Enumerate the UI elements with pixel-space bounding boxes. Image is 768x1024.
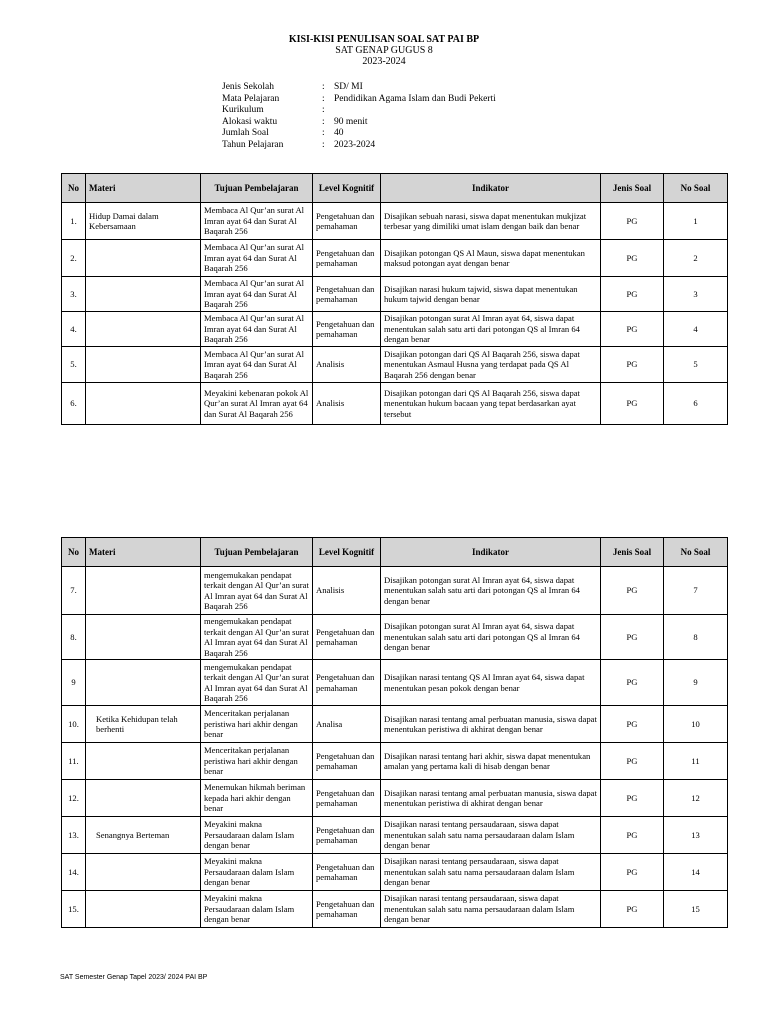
table-cell-tujuan: mengemukakan pendapat terkait dengan Al Qur’an surat Al Imran ayat 64 dan Surat Al Baqarah 256 [201,615,313,660]
table-cell-indikator: Disajikan potongan surat Al Imran ayat 64, siswa dapat menentukan salah satu arti dari potongan QS al Imran 64 dengan benar [381,567,601,615]
table-row [62,743,728,780]
table-row [62,854,728,891]
table-cell-jenis: PG [601,706,664,743]
table-cell-tujuan: Meyakini kebenaran pokok Al Qur’an surat Al Imran ayat 64 dan Surat Al Baqarah 256 [201,383,313,425]
header-jenis: Jenis Soal [601,538,664,567]
table-cell-jenis: PG [601,383,664,425]
table-cell-tujuan: Menceritakan perjalanan peristiwa hari akhir dengan benar [201,706,313,743]
table-row [62,347,728,383]
table-cell-nosoal: 6 [664,383,728,425]
table-cell-jenis: PG [601,743,664,780]
table-cell-tujuan: Meyakini makna Persaudaraan dalam Islam dengan benar [201,854,313,891]
kisi-table-2 [61,537,728,928]
table-cell-nosoal: 15 [664,891,728,928]
table-row [62,891,728,928]
table-cell-tujuan: mengemukakan pendapat terkait dengan Al Qur’an surat Al Imran ayat 64 dan Surat Al Baqarah 256 [201,660,313,706]
table-cell-jenis: PG [601,347,664,383]
info-colon: : [322,139,325,150]
table-cell-no: 13. [62,817,86,854]
table-cell-no: 8. [62,615,86,660]
table-row [62,615,728,660]
table-cell-no: 1. [62,203,86,240]
header-nosoal: No Soal [664,174,728,203]
table-cell-level: Pengetahuan dan pemahaman [313,817,381,854]
table-cell-no: 7. [62,567,86,615]
table-cell-materi [86,347,201,383]
info-label: Mata Pelajaran [222,93,280,104]
table-cell-indikator: Disajikan narasi tentang QS Al Imran ayat 64, siswa dapat menentukan pesan pokok dengan benar [381,660,601,706]
table-cell-materi [86,743,201,780]
table-cell-no: 6. [62,383,86,425]
info-value: SD/ MI [334,82,363,92]
table-cell-materi: Ketika Kehidupan telah berhenti [86,706,201,743]
table-cell-no: 11. [62,743,86,780]
table-cell-indikator: Disajikan narasi tentang amal perbuatan manusia, siswa dapat menentukan peristiwa di akhirat dengan benar [381,706,601,743]
table-cell-jenis: PG [601,567,664,615]
table-row [62,203,728,240]
table-cell-nosoal: 2 [664,240,728,277]
header-materi: Materi [86,538,201,567]
info-label: Alokasi waktu [222,116,278,127]
info-row [222,94,496,106]
table-cell-no: 12. [62,780,86,817]
table-cell-nosoal: 10 [664,706,728,743]
table-cell-jenis: PG [601,817,664,854]
header-tujuan: Tujuan Pembelajaran [201,538,313,567]
table-cell-tujuan: mengemukakan pendapat terkait dengan Al Qur’an surat Al Imran ayat 64 dan Surat Al Baqarah 256 [201,567,313,615]
info-value: 90 menit [334,116,368,127]
info-value: Pendidikan Agama Islam dan Budi Pekerti [334,93,496,104]
document-title: KISI-KISI PENULISAN SOAL SAT PAI BP [288,34,480,45]
table-cell-level: Pengetahuan dan pemahaman [313,312,381,347]
header-no: No [62,174,86,203]
table-cell-nosoal: 3 [664,277,728,312]
info-colon: : [322,93,325,104]
table-row [62,277,728,312]
table-cell-indikator: Disajikan narasi tentang persaudaraan, siswa dapat menentukan salah satu nama persaudaraan dalam Islam dengan benar [381,817,601,854]
table-row [62,706,728,743]
table-cell-materi [86,312,201,347]
document-subtitle: SAT GENAP GUGUS 8 [335,45,433,56]
table-row [62,567,728,615]
table-cell-indikator: Disajikan potongan QS Al Maun, siswa dapat menentukan maksud potongan ayat dengan benar [381,240,601,277]
table-cell-level: Analisis [313,567,381,615]
kisi-table-1 [61,173,728,425]
table-row [62,240,728,277]
table-cell-no: 14. [62,854,86,891]
table-cell-level: Analisis [313,383,381,425]
table-cell-level: Pengetahuan dan pemahaman [313,277,381,312]
table-cell-materi [86,240,201,277]
table-header-row [62,174,728,203]
table-2-body [62,567,728,928]
table-cell-tujuan: Menceritakan perjalanan peristiwa hari akhir dengan benar [201,743,313,780]
table-cell-materi: Senangnya Berteman [86,817,201,854]
table-cell-jenis: PG [601,660,664,706]
table-cell-materi [86,277,201,312]
table-cell-indikator: Disajikan narasi tentang persaudaraan, siswa dapat menentukan salah satu nama persaudaraan dalam Islam dengan benar [381,891,601,928]
table-cell-nosoal: 5 [664,347,728,383]
header-materi: Materi [86,174,201,203]
table-cell-jenis: PG [601,312,664,347]
table-cell-materi [86,660,201,706]
table-cell-jenis: PG [601,240,664,277]
table-cell-indikator: Disajikan potongan dari QS Al Baqarah 256, siswa dapat menentukan Asmaul Husna yang terdapat pada QS Al Baqarah 256 dengan benar [381,347,601,383]
info-label: Tahun Pelajaran [222,139,284,150]
table-cell-jenis: PG [601,203,664,240]
table-cell-jenis: PG [601,891,664,928]
document-year: 2023-2024 [362,56,406,67]
table-cell-no: 2. [62,240,86,277]
table-cell-no: 3. [62,277,86,312]
table-cell-tujuan: Meyakini makna Persaudaraan dalam Islam dengan benar [201,891,313,928]
table-cell-nosoal: 7 [664,567,728,615]
header-level: Level Kognitif [313,538,381,567]
table-cell-indikator: Disajikan narasi tentang hari akhir, siswa dapat menentukan amalan yang pertama kali di hisab dengan benar [381,743,601,780]
table-1-body [62,203,728,425]
table-cell-tujuan: Membaca Al Qur’an surat Al Imran ayat 64 dan Surat Al Baqarah 256 [201,277,313,312]
table-cell-nosoal: 13 [664,817,728,854]
table-row [62,312,728,347]
table-cell-level: Pengetahuan dan pemahaman [313,240,381,277]
table-cell-indikator: Disajikan potongan surat Al Imran ayat 64, siswa dapat menentukan salah satu arti dari potongan QS al Imran 64 dengan benar [381,312,601,347]
table-cell-no: 4. [62,312,86,347]
table-cell-materi [86,891,201,928]
info-row [222,82,496,94]
table-cell-materi: Hidup Damai dalam Kebersamaan [86,203,201,240]
table-cell-jenis: PG [601,615,664,660]
table-cell-indikator: Disajikan potongan dari QS Al Baqarah 256, siswa dapat menentukan hukum bacaan yang tepat berdasarkan ayat tersebut [381,383,601,425]
table-cell-materi [86,854,201,891]
table-row [62,383,728,425]
table-cell-level: Pengetahuan dan pemahaman [313,891,381,928]
header-indikator: Indikator [381,538,601,567]
table-cell-tujuan: Membaca Al Qur’an surat Al Imran ayat 64 dan Surat Al Baqarah 256 [201,312,313,347]
table-cell-no: 15. [62,891,86,928]
header-tujuan: Tujuan Pembelajaran [201,174,313,203]
table-cell-materi [86,615,201,660]
table-cell-indikator: Disajikan narasi tentang persaudaraan, siswa dapat menentukan salah satu nama persaudaraan dalam Islam dengan benar [381,854,601,891]
info-label: Kurikulum [222,105,264,115]
table-cell-level: Pengetahuan dan pemahaman [313,615,381,660]
header-indikator: Indikator [381,174,601,203]
table-row [62,660,728,706]
table-cell-level: Pengetahuan dan pemahaman [313,780,381,817]
info-row [222,128,496,140]
info-value: 2023-2024 [334,139,376,150]
header-nosoal: No Soal [664,538,728,567]
table-cell-level: Pengetahuan dan pemahaman [313,660,381,706]
table-cell-level: Pengetahuan dan pemahaman [313,203,381,240]
info-label: Jenis Sekolah [222,82,274,92]
table-cell-level: Analisa [313,706,381,743]
table-cell-tujuan: Meyakini makna Persaudaraan dalam Islam dengan benar [201,817,313,854]
table-header-row [62,538,728,567]
table-cell-level: Analisis [313,347,381,383]
table-cell-indikator: Disajikan sebuah narasi, siswa dapat menentukan mukjizat terbesar yang dimiliki umat islam dengan baik dan benar [381,203,601,240]
table-cell-nosoal: 14 [664,854,728,891]
table-cell-tujuan: Membaca Al Qur’an surat Al Imran ayat 64 dan Surat Al Baqarah 256 [201,347,313,383]
info-row [222,140,496,152]
table-cell-indikator: Disajikan potongan surat Al Imran ayat 64, siswa dapat menentukan salah satu arti dari potongan QS al Imran 64 dengan benar [381,615,601,660]
table-cell-materi [86,780,201,817]
header-no: No [62,538,86,567]
table-cell-nosoal: 1 [664,203,728,240]
document-header [0,34,768,67]
info-colon: : [322,116,325,127]
table-cell-no: 9 [62,660,86,706]
page-footer: SAT Semester Genap Tapel 2023/ 2024 PAI BP [60,974,208,981]
table-cell-no: 5. [62,347,86,383]
table-cell-tujuan: Menemukan hikmah beriman kepada hari akhir dengan benar [201,780,313,817]
info-colon: : [322,82,325,92]
table-cell-nosoal: 4 [664,312,728,347]
table-cell-jenis: PG [601,780,664,817]
table-row [62,817,728,854]
table-cell-tujuan: Membaca Al Qur’an surat Al Imran ayat 64 dan Surat Al Baqarah 256 [201,203,313,240]
info-colon: : [322,105,325,115]
header-level: Level Kognitif [313,174,381,203]
table-row [62,780,728,817]
table-cell-materi [86,567,201,615]
table-cell-nosoal: 11 [664,743,728,780]
info-row [222,105,496,117]
info-colon: : [322,128,325,138]
table-cell-tujuan: Membaca Al Qur’an surat Al Imran ayat 64 dan Surat Al Baqarah 256 [201,240,313,277]
table-cell-no: 10. [62,706,86,743]
info-value: 40 [334,128,344,138]
table-cell-indikator: Disajikan narasi tentang amal perbuatan manusia, siswa dapat menentukan peristiwa di akhirat dengan benar [381,780,601,817]
table-cell-nosoal: 8 [664,615,728,660]
table-cell-level: Pengetahuan dan pemahaman [313,854,381,891]
info-block [222,82,496,151]
header-jenis: Jenis Soal [601,174,664,203]
info-row [222,117,496,129]
table-cell-indikator: Disajikan narasi hukum tajwid, siswa dapat menentukan hukum tajwid dengan benar [381,277,601,312]
info-label: Jumlah Soal [222,128,269,138]
table-cell-nosoal: 9 [664,660,728,706]
table-cell-materi [86,383,201,425]
table-cell-nosoal: 12 [664,780,728,817]
table-cell-level: Pengetahuan dan pemahaman [313,743,381,780]
table-cell-jenis: PG [601,854,664,891]
table-cell-jenis: PG [601,277,664,312]
